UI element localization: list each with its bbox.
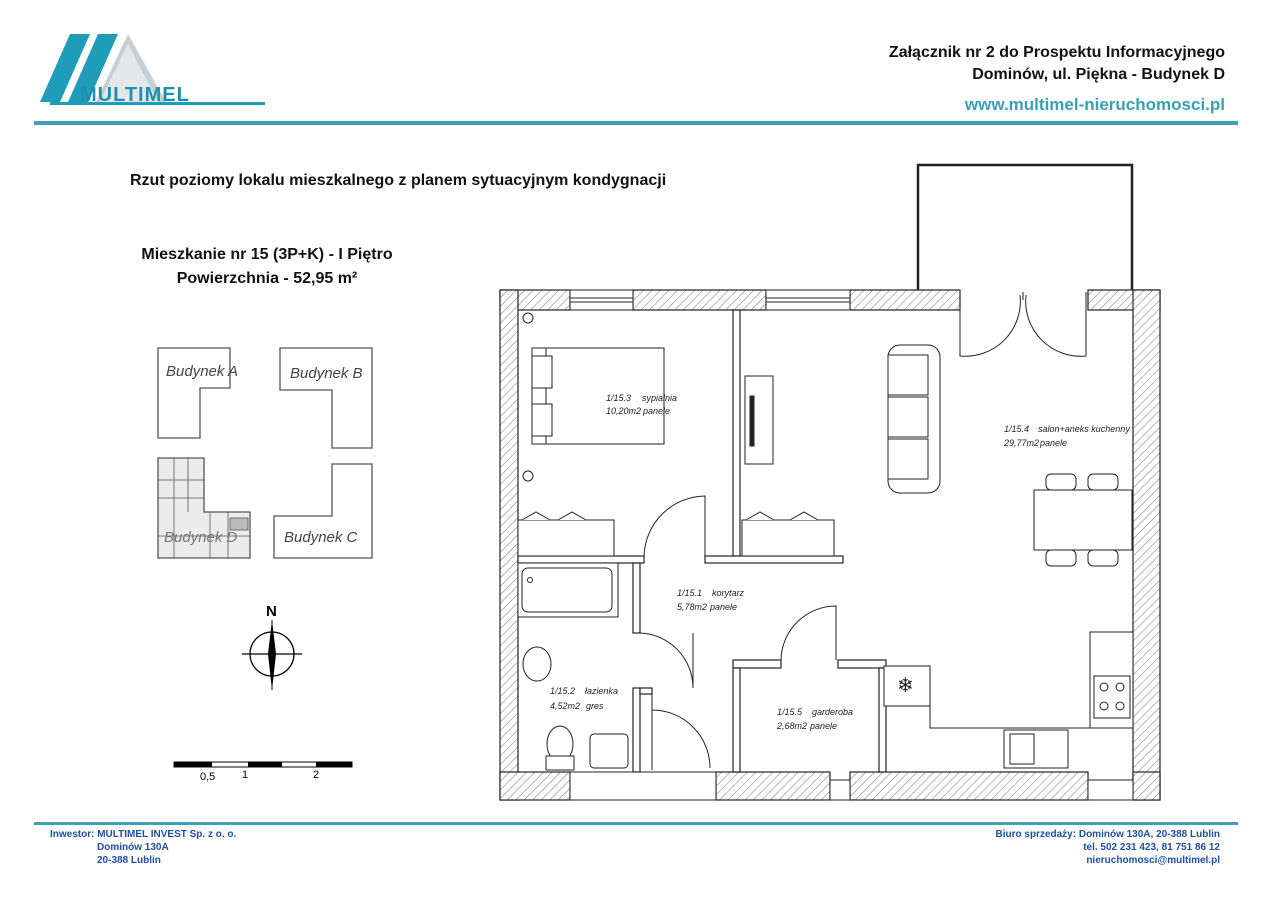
room-living-floor: panele <box>1040 438 1068 448</box>
apartment-name: Mieszkanie nr 15 (3P+K) - I Piętro <box>141 246 393 263</box>
svg-text:❄: ❄ <box>897 675 914 697</box>
investor-info <box>50 828 236 867</box>
investor-name: Inwestor: MULTIMEL INVEST Sp. z o. o. <box>50 829 237 840</box>
footer-divider <box>34 822 1238 825</box>
compass-north-label: N <box>266 603 277 620</box>
room-bedroom-id: 1/15.3 <box>606 393 632 403</box>
room-bedroom-area: 10,20m2 <box>606 406 642 416</box>
room-bedroom-floor: panele <box>643 406 671 416</box>
office-address: Biuro sprzedaży: Dominów 130A, 20-388 Lublin <box>995 829 1220 840</box>
building-b <box>280 348 372 448</box>
room-bathroom-name: łazienka <box>585 686 619 696</box>
apartment-area: Powierzchnia - 52,95 m² <box>176 270 358 287</box>
header-line2: Dominów, ul. Piękna - Budynek D <box>972 66 1225 83</box>
scale-label-1: 1 <box>242 769 249 781</box>
room-corridor-area: 5,78m2 <box>677 602 708 612</box>
office-info <box>996 828 1221 867</box>
label-building-a: Budynek A <box>166 363 238 380</box>
office-phone: tel. 502 231 423, 81 751 86 12 <box>1083 842 1220 853</box>
room-wardrobe-name: garderoba <box>812 707 854 717</box>
bathroom-fixtures <box>518 563 628 770</box>
compass <box>236 598 308 698</box>
room-wardrobe-floor: panele <box>810 721 838 731</box>
room-living-name: salon+aneks kuchenny <box>1038 424 1130 434</box>
logo-text: MULTIMEL <box>80 84 190 106</box>
investor-city: 20-388 Lublin <box>97 855 161 866</box>
investor-address: Dominów 130A <box>97 842 169 853</box>
room-bathroom-area: 4,52m2 <box>550 701 581 711</box>
room-wardrobe-id: 1/15.5 <box>777 707 803 717</box>
room-wardrobe-area: 2,68m2 <box>777 721 808 731</box>
office-email[interactable]: nieruchomosci@multimel.pl <box>1086 855 1220 866</box>
scale-label-2: 2 <box>313 769 320 781</box>
room-corridor-name: korytarz <box>712 588 745 598</box>
room-bathroom-floor: gres <box>586 701 604 711</box>
building-a <box>158 348 230 438</box>
header-line1: Załącznik nr 2 do Prospektu Informacyjnego <box>888 44 1225 61</box>
scale-bar <box>170 758 360 786</box>
header-divider <box>34 121 1238 125</box>
scale-label-05: 0,5 <box>200 771 216 783</box>
room-living-area: 29,77m2 <box>1004 438 1040 448</box>
label-building-d: Budynek D <box>164 529 238 546</box>
page-title: Rzut poziomy lokalu mieszkalnego z planem sytuacyjnym kondygnacji <box>130 172 667 189</box>
compass-needle <box>268 620 276 690</box>
label-building-c: Budynek C <box>284 529 358 546</box>
site-plan <box>150 340 390 570</box>
room-bathroom-id: 1/15.2 <box>550 686 576 696</box>
balcony <box>918 165 1132 290</box>
floor-plan <box>490 155 1170 805</box>
website-link[interactable]: www.multimel-nieruchomosci.pl <box>964 95 1225 114</box>
logo <box>40 32 270 112</box>
room-corridor-floor: panele <box>710 602 738 612</box>
room-living-id: 1/15.4 <box>1004 424 1030 434</box>
room-corridor-id: 1/15.1 <box>677 588 703 598</box>
bedroom-furniture <box>518 313 834 556</box>
room-bedroom-name: sypialnia <box>642 393 678 403</box>
label-building-b: Budynek B <box>290 365 363 382</box>
